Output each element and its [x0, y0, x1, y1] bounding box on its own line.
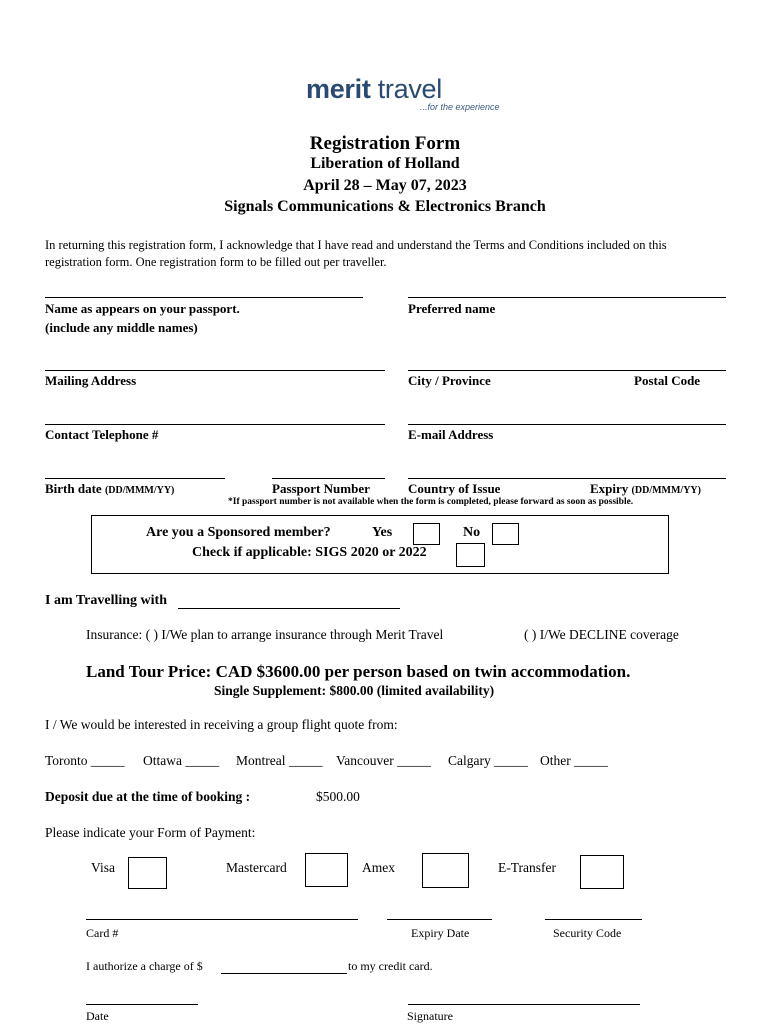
flight-city-ottawa[interactable]: Ottawa _____ — [143, 753, 220, 768]
intro-text: In returning this registration form, I acknowledge that I have read and understand the Terms and Conditions included on this registration form. One registration form to be filled out per traveller. — [45, 238, 667, 269]
payment-prompt: Please indicate your Form of Payment: — [45, 825, 256, 840]
visa-checkbox[interactable] — [128, 857, 167, 889]
passport-number-label: Passport Number — [272, 481, 370, 496]
contact-phone-field[interactable] — [45, 424, 385, 425]
birth-date-label — [45, 481, 174, 497]
date-field[interactable] — [86, 1004, 198, 1005]
preferred-name-field[interactable] — [408, 297, 726, 298]
email-field[interactable] — [408, 424, 726, 425]
city-postal-field[interactable] — [408, 370, 726, 371]
contact-phone-label: Contact Telephone # — [45, 427, 159, 442]
sponsored-question: Are you a Sponsored member? — [146, 525, 331, 540]
flight-city-toronto[interactable]: Toronto _____ — [45, 753, 125, 768]
flight-city-calgary[interactable]: Calgary _____ — [448, 753, 528, 768]
birth-date-text: Birth date — [45, 481, 102, 496]
sponsored-no-checkbox[interactable] — [492, 523, 519, 545]
expiry-format: (DD/MMM/YY) — [631, 485, 701, 496]
flight-city-vancouver[interactable]: Vancouver _____ — [336, 753, 431, 768]
mastercard-checkbox[interactable] — [305, 853, 348, 887]
logo-brand-bold: merit — [306, 74, 371, 104]
payment-mastercard-label: Mastercard — [226, 860, 287, 875]
passport-name-note: (include any middle names) — [45, 320, 198, 335]
passport-name-field[interactable] — [45, 297, 363, 298]
amex-checkbox[interactable] — [422, 853, 469, 888]
birth-date-format: (DD/MMM/YY) — [104, 485, 175, 496]
logo-wordmark — [306, 74, 442, 105]
sponsored-no-label: No — [463, 525, 481, 540]
travelling-with-field[interactable] — [178, 608, 400, 609]
sponsored-yes-checkbox[interactable] — [413, 523, 440, 545]
flight-city-other[interactable]: Other _____ — [540, 753, 608, 768]
travelling-with-label: I am Travelling with — [45, 593, 167, 608]
single-supplement: Single Supplement: $800.00 (limited availability) — [214, 683, 495, 698]
deposit-label: Deposit due at the time of booking : — [45, 789, 251, 804]
security-code-label: Security Code — [553, 926, 622, 940]
payment-amex-label: Amex — [362, 860, 395, 875]
payment-visa-label: Visa — [91, 860, 115, 875]
form-title: Registration Form — [309, 133, 461, 154]
expiry-date-field[interactable] — [387, 919, 492, 920]
passport-name-label: Name as appears on your passport. — [45, 301, 240, 316]
country-expiry-field[interactable] — [408, 478, 726, 479]
deposit-amount: $500.00 — [316, 789, 360, 804]
preferred-name-label: Preferred name — [408, 301, 496, 316]
mailing-address-field[interactable] — [45, 370, 385, 371]
sigs-check-label: Check if applicable: SIGS 2020 or 2022 — [192, 545, 427, 560]
sigs-checkbox[interactable] — [456, 543, 485, 567]
expiry-text: Expiry — [590, 481, 629, 496]
signature-label: Signature — [407, 1009, 453, 1023]
signature-field[interactable] — [408, 1004, 640, 1005]
logo-tagline: ...for the experience — [420, 102, 500, 112]
expiry-date-label: Expiry Date — [411, 926, 470, 940]
email-label: E-mail Address — [408, 427, 494, 442]
insurance-decline-option[interactable]: ( ) I/We DECLINE coverage — [524, 627, 679, 642]
authorize-charge-suffix: to my credit card. — [348, 959, 433, 973]
authorize-charge-label: I authorize a charge of $ — [86, 959, 203, 973]
mailing-address-label: Mailing Address — [45, 373, 137, 388]
card-number-field[interactable] — [86, 919, 358, 920]
card-number-label: Card # — [86, 926, 119, 940]
insurance-arrange-option[interactable]: Insurance: ( ) I/We plan to arrange insurance through Merit Travel — [86, 627, 444, 642]
country-of-issue-label: Country of Issue — [408, 481, 501, 496]
branch-name: Signals Communications & Electronics Branch — [224, 198, 546, 215]
passport-number-field[interactable] — [272, 478, 385, 479]
event-dates: April 28 – May 07, 2023 — [303, 177, 467, 194]
sponsored-member-box — [91, 515, 669, 574]
security-code-field[interactable] — [545, 919, 642, 920]
expiry-label — [590, 481, 701, 497]
etransfer-checkbox[interactable] — [580, 855, 624, 889]
logo-brand-light: travel — [370, 74, 442, 104]
charge-amount-field[interactable] — [221, 973, 347, 974]
sponsored-yes-label: Yes — [372, 525, 393, 540]
date-label: Date — [86, 1009, 109, 1023]
city-province-label: City / Province — [408, 373, 491, 388]
birth-date-field[interactable] — [45, 478, 225, 479]
flight-city-montreal[interactable]: Montreal _____ — [236, 753, 323, 768]
merit-travel-logo — [306, 74, 500, 112]
land-tour-price: Land Tour Price: CAD $3600.00 per person based on twin accommodation. — [86, 662, 631, 681]
passport-note: *If passport number is not available when the form is completed, please forward as soon as possible. — [228, 497, 634, 507]
payment-etransfer-label: E-Transfer — [498, 860, 556, 875]
flight-quote-question: I / We would be interested in receiving a group flight quote from: — [45, 717, 398, 732]
event-name: Liberation of Holland — [310, 155, 460, 172]
postal-code-label: Postal Code — [634, 373, 701, 388]
